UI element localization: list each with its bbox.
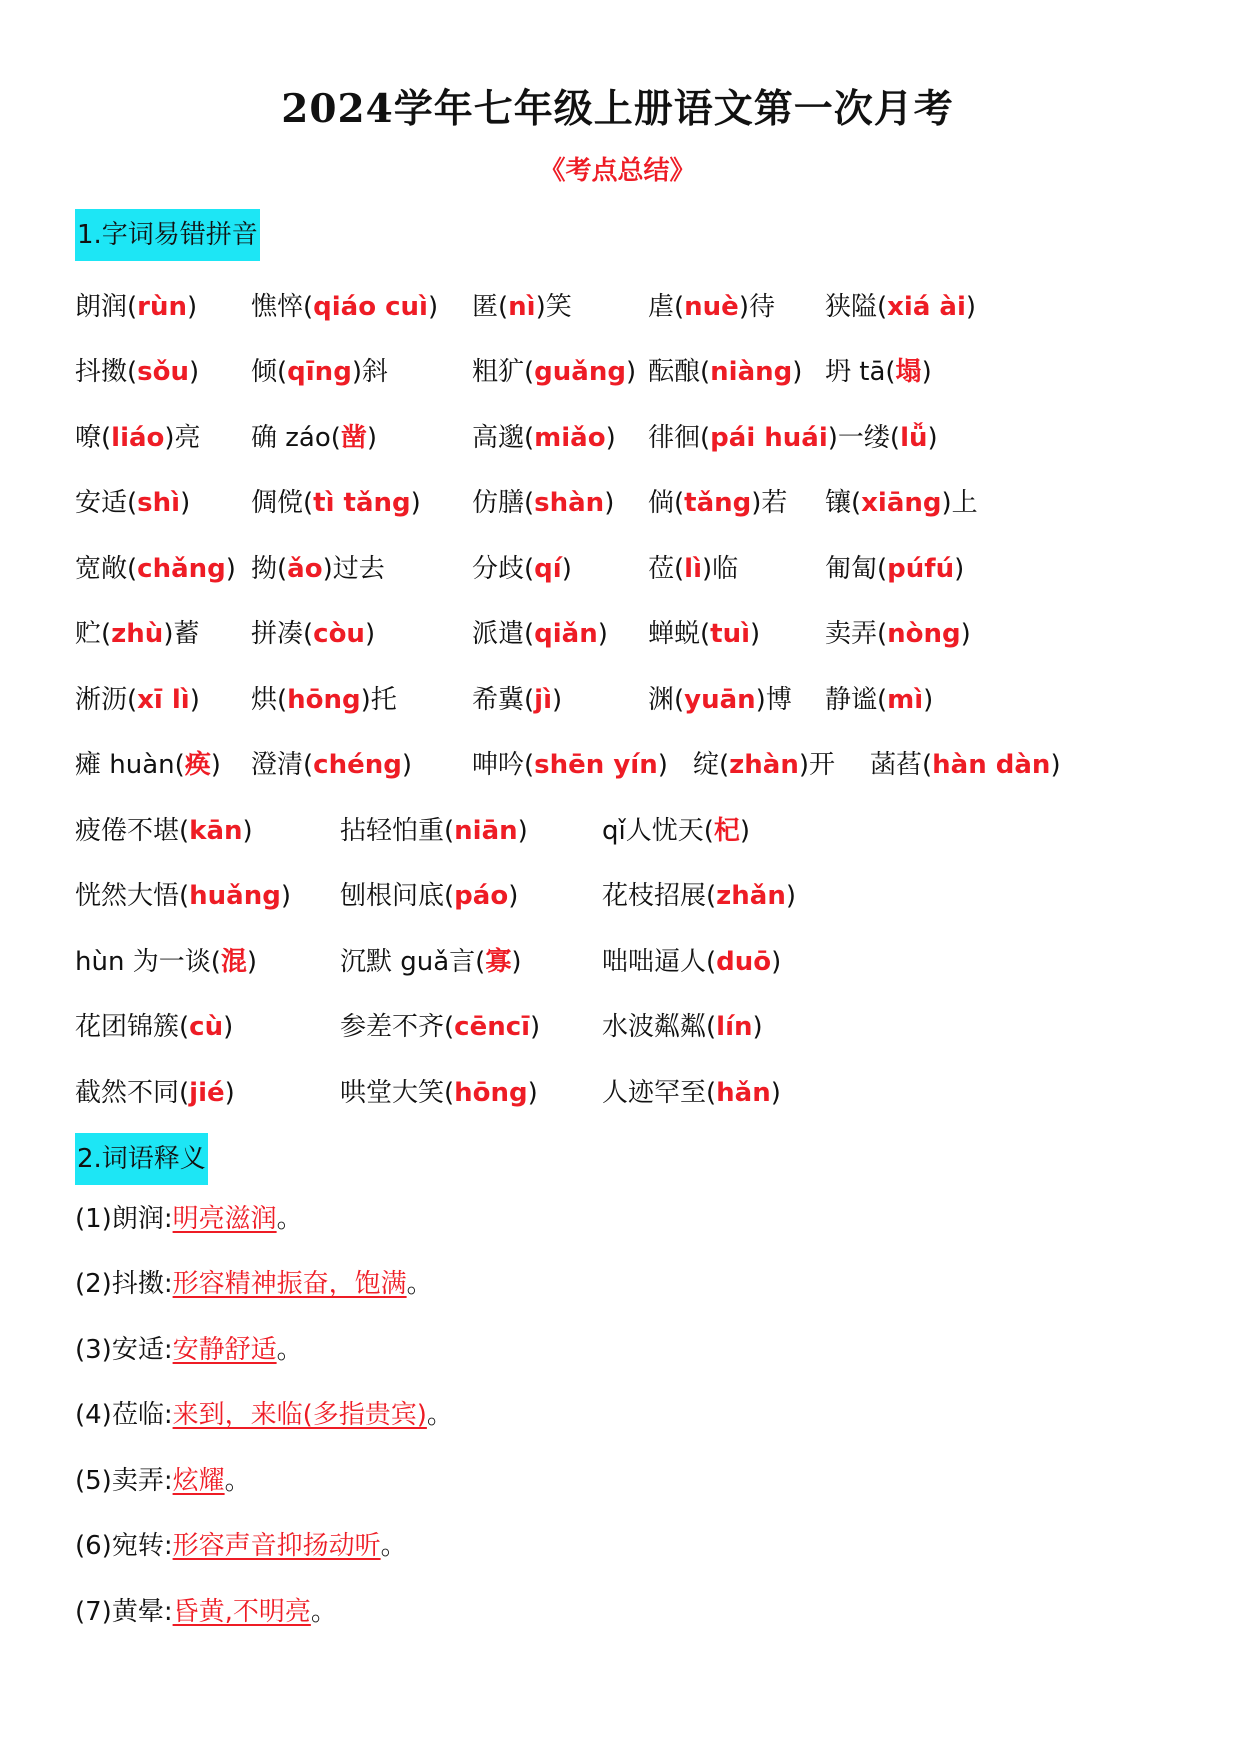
- answer-text: lín: [716, 1012, 753, 1042]
- answer-text: shēn yín: [534, 750, 658, 780]
- pinyin-row: [0, 814, 1235, 848]
- word-text: 恍然大悟(: [75, 881, 190, 911]
- pinyin-item: [602, 1076, 781, 1110]
- word-text: ): [410, 488, 421, 518]
- pinyin-item: [340, 1076, 538, 1110]
- word-text: ): [605, 423, 616, 453]
- answer-text: niān: [454, 816, 518, 846]
- pinyin-row: [0, 1076, 1235, 1110]
- word-text: 坍 tā(: [825, 357, 896, 387]
- word-text: 静谧(: [825, 685, 888, 715]
- word-text: ): [187, 292, 198, 322]
- answer-text: nuè: [684, 292, 739, 322]
- definition-punct: 。: [380, 1531, 407, 1561]
- word-text: 倾(: [251, 357, 288, 387]
- word-text: ): [921, 357, 932, 387]
- page-title: 2024学年七年级上册语文第一次月考: [281, 86, 954, 132]
- word-text: 花枝招展(: [602, 881, 717, 911]
- pinyin-item: [75, 1076, 235, 1110]
- pinyin-item: [340, 814, 528, 848]
- word-text: 确 záo(: [251, 423, 341, 453]
- word-text: 莅(: [648, 554, 685, 584]
- pinyin-item: [251, 421, 377, 455]
- word-text: ): [625, 357, 637, 387]
- pinyin-item: [472, 683, 562, 717]
- word-text: ): [771, 947, 782, 977]
- definition-term: (2)抖擞:: [75, 1269, 173, 1299]
- pinyin-item: [75, 683, 200, 717]
- pinyin-item: [472, 748, 668, 782]
- word-text: ): [960, 619, 971, 649]
- definition-answer: 安静舒适: [172, 1335, 277, 1365]
- pinyin-item: [251, 683, 397, 717]
- definition-term: (3)安适:: [75, 1335, 173, 1365]
- pinyin-item: [825, 683, 933, 717]
- word-text: 拗(: [251, 554, 288, 584]
- answer-text: hōng: [454, 1078, 528, 1108]
- word-text: 瘫 huàn(: [75, 750, 185, 780]
- word-text: 哄堂大笑(: [340, 1078, 455, 1108]
- definition-punct: 。: [426, 1400, 453, 1430]
- definition-punct: 。: [310, 1597, 337, 1627]
- word-text: 淅沥(: [75, 685, 138, 715]
- definition-answer: 明亮滋润: [172, 1204, 277, 1234]
- word-text: 呻吟(: [472, 750, 535, 780]
- pinyin-item: [251, 748, 412, 782]
- answer-text: zhàn: [729, 750, 799, 780]
- pinyin-row: [0, 879, 1235, 913]
- word-text: 憔悴(: [251, 292, 314, 322]
- word-text: ): [527, 1078, 538, 1108]
- word-text: ): [401, 750, 412, 780]
- definition-term: (1)朗润:: [75, 1204, 173, 1234]
- pinyin-item: [75, 617, 199, 651]
- word-text: )亮: [164, 423, 201, 453]
- answer-text: nòng: [887, 619, 961, 649]
- word-text: 分歧(: [472, 554, 535, 584]
- word-text: 蝉蜕(: [648, 619, 711, 649]
- answer-text: shàn: [534, 488, 605, 518]
- word-text: )笑: [535, 292, 572, 322]
- pinyin-item: [75, 355, 199, 389]
- definition-punct: 。: [276, 1204, 303, 1234]
- definition-answer: 炫耀: [172, 1466, 225, 1496]
- section-heading-pinyin: 1.字词易错拼音: [75, 209, 260, 261]
- word-text: )若: [751, 488, 788, 518]
- word-text: 疲倦不堪(: [75, 816, 190, 846]
- word-text: 菡萏(: [870, 750, 933, 780]
- answer-text: qiáo cuì: [313, 292, 428, 322]
- word-text: 嘹(: [75, 423, 112, 453]
- answer-text: huǎng: [189, 881, 281, 911]
- word-text: 拼凑(: [251, 619, 314, 649]
- pinyin-row: [0, 552, 1235, 586]
- word-text: )斜: [351, 357, 388, 387]
- word-text: )待: [738, 292, 775, 322]
- pinyin-item: [648, 355, 802, 389]
- word-text: 参差不齐(: [340, 1012, 455, 1042]
- answer-text: liáo: [111, 423, 165, 453]
- answer-text: jié: [189, 1078, 225, 1108]
- word-text: ): [366, 423, 378, 453]
- word-text: 酝酿(: [648, 357, 711, 387]
- answer-text: zhǎn: [716, 881, 786, 911]
- answer-text: 凿: [340, 423, 367, 453]
- word-text: ): [927, 423, 938, 453]
- word-text: ): [770, 1078, 781, 1108]
- pinyin-item: [472, 486, 614, 520]
- pinyin-item: [602, 945, 781, 979]
- word-text: )上: [941, 488, 978, 518]
- pinyin-item: [75, 552, 236, 586]
- word-text: 澄清(: [251, 750, 314, 780]
- pinyin-row: [0, 355, 1235, 389]
- word-text: 希冀(: [472, 685, 535, 715]
- pinyin-item: [251, 617, 375, 651]
- word-text: 粗犷(: [472, 357, 535, 387]
- definition-punct: 。: [276, 1335, 303, 1365]
- answer-text: sǒu: [137, 357, 190, 387]
- definition-term: (7)黄晕:: [75, 1597, 173, 1627]
- pinyin-row: [0, 421, 1235, 455]
- definition-item: [75, 1529, 407, 1563]
- word-text: )蓄: [163, 619, 200, 649]
- pinyin-item: [825, 552, 964, 586]
- answer-text: miǎo: [534, 423, 606, 453]
- word-text: 人迹罕至(: [602, 1078, 717, 1108]
- definition-item: [75, 1333, 303, 1367]
- word-text: ): [657, 750, 668, 780]
- word-text: ): [223, 1012, 234, 1042]
- word-text: )过去: [322, 554, 385, 584]
- pinyin-row: [0, 1010, 1235, 1044]
- pinyin-item: [648, 290, 775, 324]
- answer-text: cēncī: [454, 1012, 531, 1042]
- pinyin-item: [75, 945, 257, 979]
- word-text: ): [180, 488, 191, 518]
- pinyin-row: [0, 945, 1235, 979]
- word-text: 截然不同(: [75, 1078, 190, 1108]
- definition-item: [75, 1464, 251, 1498]
- answer-text: mì: [887, 685, 924, 715]
- word-text: )一缕(: [827, 423, 901, 453]
- word-text: 花团锦簇(: [75, 1012, 190, 1042]
- answer-text: duō: [716, 947, 772, 977]
- pinyin-item: [825, 355, 932, 389]
- pinyin-item: [472, 355, 636, 389]
- section-heading-definitions: 2.词语释义: [75, 1133, 208, 1185]
- definition-punct: 。: [224, 1466, 251, 1496]
- answer-text: còu: [313, 619, 365, 649]
- word-text: ): [597, 619, 608, 649]
- pinyin-row: [0, 617, 1235, 651]
- answer-text: 塌: [895, 357, 922, 387]
- answer-text: jì: [534, 685, 552, 715]
- answer-text: chéng: [313, 750, 402, 780]
- word-text: 卖弄(: [825, 619, 888, 649]
- pinyin-item: [693, 748, 835, 782]
- pinyin-item: [251, 355, 388, 389]
- pinyin-item: [340, 945, 522, 979]
- answer-text: guǎng: [534, 357, 626, 387]
- pinyin-item: [75, 290, 197, 324]
- answer-text: shì: [137, 488, 181, 518]
- word-text: ): [364, 619, 376, 649]
- pinyin-item: [340, 879, 518, 913]
- word-text: ): [792, 357, 803, 387]
- word-text: ): [242, 816, 253, 846]
- word-text: 渊(: [648, 685, 685, 715]
- word-text: ): [752, 1012, 763, 1042]
- pinyin-item: [340, 1010, 540, 1044]
- word-text: ): [189, 685, 200, 715]
- word-text: 狭隘(: [825, 292, 888, 322]
- definition-punct: 。: [406, 1269, 433, 1299]
- word-text: ): [427, 292, 439, 322]
- answer-text: cù: [189, 1012, 224, 1042]
- pinyin-item: [472, 290, 572, 324]
- definition-item: [75, 1595, 337, 1629]
- definition-answer: 昏黄,不明亮: [172, 1597, 311, 1627]
- pinyin-row: [0, 486, 1235, 520]
- definition-term: (4)莅临:: [75, 1400, 173, 1430]
- word-text: 安适(: [75, 488, 138, 518]
- word-text: 镶(: [825, 488, 862, 518]
- word-text: 仿膳(: [472, 488, 535, 518]
- answer-text: páo: [454, 881, 509, 911]
- pinyin-item: [251, 486, 421, 520]
- word-text: 贮(: [75, 619, 112, 649]
- answer-text: chǎng: [137, 554, 226, 584]
- pinyin-item: [75, 879, 291, 913]
- pinyin-item: [472, 617, 608, 651]
- pinyin-row: [0, 748, 1235, 782]
- pinyin-item: [648, 421, 938, 455]
- definition-answer: 形容声音抑扬动听: [172, 1531, 381, 1561]
- word-text: 刨根问底(: [340, 881, 455, 911]
- pinyin-item: [870, 748, 1061, 782]
- answer-text: 痪: [184, 750, 211, 780]
- word-text: 派遣(: [472, 619, 535, 649]
- pinyin-item: [251, 290, 438, 324]
- word-text: 抖擞(: [75, 357, 138, 387]
- definition-term: (5)卖弄:: [75, 1466, 173, 1496]
- word-text: 倜傥(: [251, 488, 314, 518]
- answer-text: 杞: [713, 816, 740, 846]
- word-text: 拈轻怕重(: [340, 816, 455, 846]
- answer-text: hōng: [287, 685, 361, 715]
- pinyin-item: [602, 879, 796, 913]
- answer-text: tuì: [710, 619, 751, 649]
- word-text: ): [517, 816, 528, 846]
- word-text: 匍匐(: [825, 554, 888, 584]
- answer-text: qīng: [287, 357, 352, 387]
- pinyin-item: [75, 486, 190, 520]
- word-text: 徘徊(: [648, 423, 711, 453]
- word-text: ): [225, 554, 236, 584]
- word-text: ): [965, 292, 977, 322]
- answer-text: yuān: [684, 685, 756, 715]
- word-text: 烘(: [251, 685, 288, 715]
- pinyin-item: [825, 290, 976, 324]
- pinyin-row: [0, 290, 1235, 324]
- word-text: 朗润(: [75, 292, 138, 322]
- answer-text: hǎn: [716, 1078, 771, 1108]
- pinyin-item: [75, 1010, 233, 1044]
- answer-text: 混: [220, 947, 247, 977]
- pinyin-item: [648, 683, 792, 717]
- word-text: ): [508, 881, 519, 911]
- answer-text: lǚ: [900, 423, 928, 453]
- definition-answer: 来到，来临(多指贵宾): [172, 1400, 427, 1430]
- word-text: 咄咄逼人(: [602, 947, 717, 977]
- answer-text: kān: [189, 816, 243, 846]
- word-text: ): [923, 685, 934, 715]
- page-subtitle: 《考点总结》: [539, 156, 696, 186]
- definition-term: (6)宛转:: [75, 1531, 173, 1561]
- word-text: ): [785, 881, 797, 911]
- definition-item: [75, 1398, 453, 1432]
- word-text: ): [739, 816, 751, 846]
- pinyin-item: [648, 486, 787, 520]
- word-text: ): [246, 947, 258, 977]
- word-text: ): [210, 750, 221, 780]
- answer-text: rùn: [137, 292, 187, 322]
- answer-text: hàn dàn: [932, 750, 1051, 780]
- answer-text: ǎo: [287, 554, 323, 584]
- answer-text: qí: [534, 554, 562, 584]
- word-text: ): [750, 619, 761, 649]
- answer-text: nì: [508, 292, 536, 322]
- answer-text: zhù: [111, 619, 164, 649]
- definition-answer: 形容精神振奋，饱满: [172, 1269, 407, 1299]
- word-text: 虐(: [648, 292, 685, 322]
- pinyin-item: [602, 814, 750, 848]
- word-text: 绽(: [693, 750, 730, 780]
- answer-text: xiāng: [861, 488, 942, 518]
- answer-text: tǎng: [684, 488, 752, 518]
- word-text: 倘(: [648, 488, 685, 518]
- answer-text: 寡: [485, 947, 512, 977]
- word-text: ): [511, 947, 522, 977]
- word-text: )博: [755, 685, 792, 715]
- answer-text: xī lì: [137, 685, 190, 715]
- pinyin-item: [825, 486, 978, 520]
- word-text: ): [954, 554, 965, 584]
- definition-item: [75, 1202, 303, 1236]
- pinyin-item: [75, 421, 201, 455]
- pinyin-item: [251, 552, 385, 586]
- answer-text: tì tǎng: [313, 488, 411, 518]
- pinyin-item: [602, 1010, 763, 1044]
- word-text: ): [224, 1078, 235, 1108]
- word-text: ): [1050, 750, 1061, 780]
- word-text: ): [530, 1012, 541, 1042]
- pinyin-item: [75, 748, 221, 782]
- pinyin-item: [825, 617, 971, 651]
- answer-text: lì: [684, 554, 702, 584]
- word-text: 沉默 guǎ言(: [340, 947, 486, 977]
- word-text: )临: [701, 554, 739, 584]
- word-text: )托: [360, 685, 397, 715]
- word-text: ): [561, 554, 572, 584]
- word-text: 水波粼粼(: [602, 1012, 717, 1042]
- word-text: )开: [798, 750, 836, 780]
- answer-text: qiǎn: [534, 619, 598, 649]
- answer-text: xiá ài: [887, 292, 966, 322]
- pinyin-item: [472, 552, 572, 586]
- word-text: qǐ人忧天(: [602, 816, 714, 846]
- word-text: ): [189, 357, 200, 387]
- word-text: ): [551, 685, 563, 715]
- answer-text: niàng: [710, 357, 793, 387]
- word-text: hùn 为一谈(: [75, 947, 221, 977]
- word-text: 匿(: [472, 292, 509, 322]
- pinyin-row: [0, 683, 1235, 717]
- word-text: ): [604, 488, 615, 518]
- definition-item: [75, 1267, 433, 1301]
- word-text: 高邈(: [472, 423, 535, 453]
- word-text: ): [280, 881, 291, 911]
- answer-text: pái huái: [710, 423, 828, 453]
- answer-text: púfú: [887, 554, 955, 584]
- pinyin-item: [648, 552, 738, 586]
- pinyin-item: [472, 421, 616, 455]
- pinyin-item: [75, 814, 253, 848]
- word-text: 宽敞(: [75, 554, 138, 584]
- pinyin-item: [648, 617, 760, 651]
